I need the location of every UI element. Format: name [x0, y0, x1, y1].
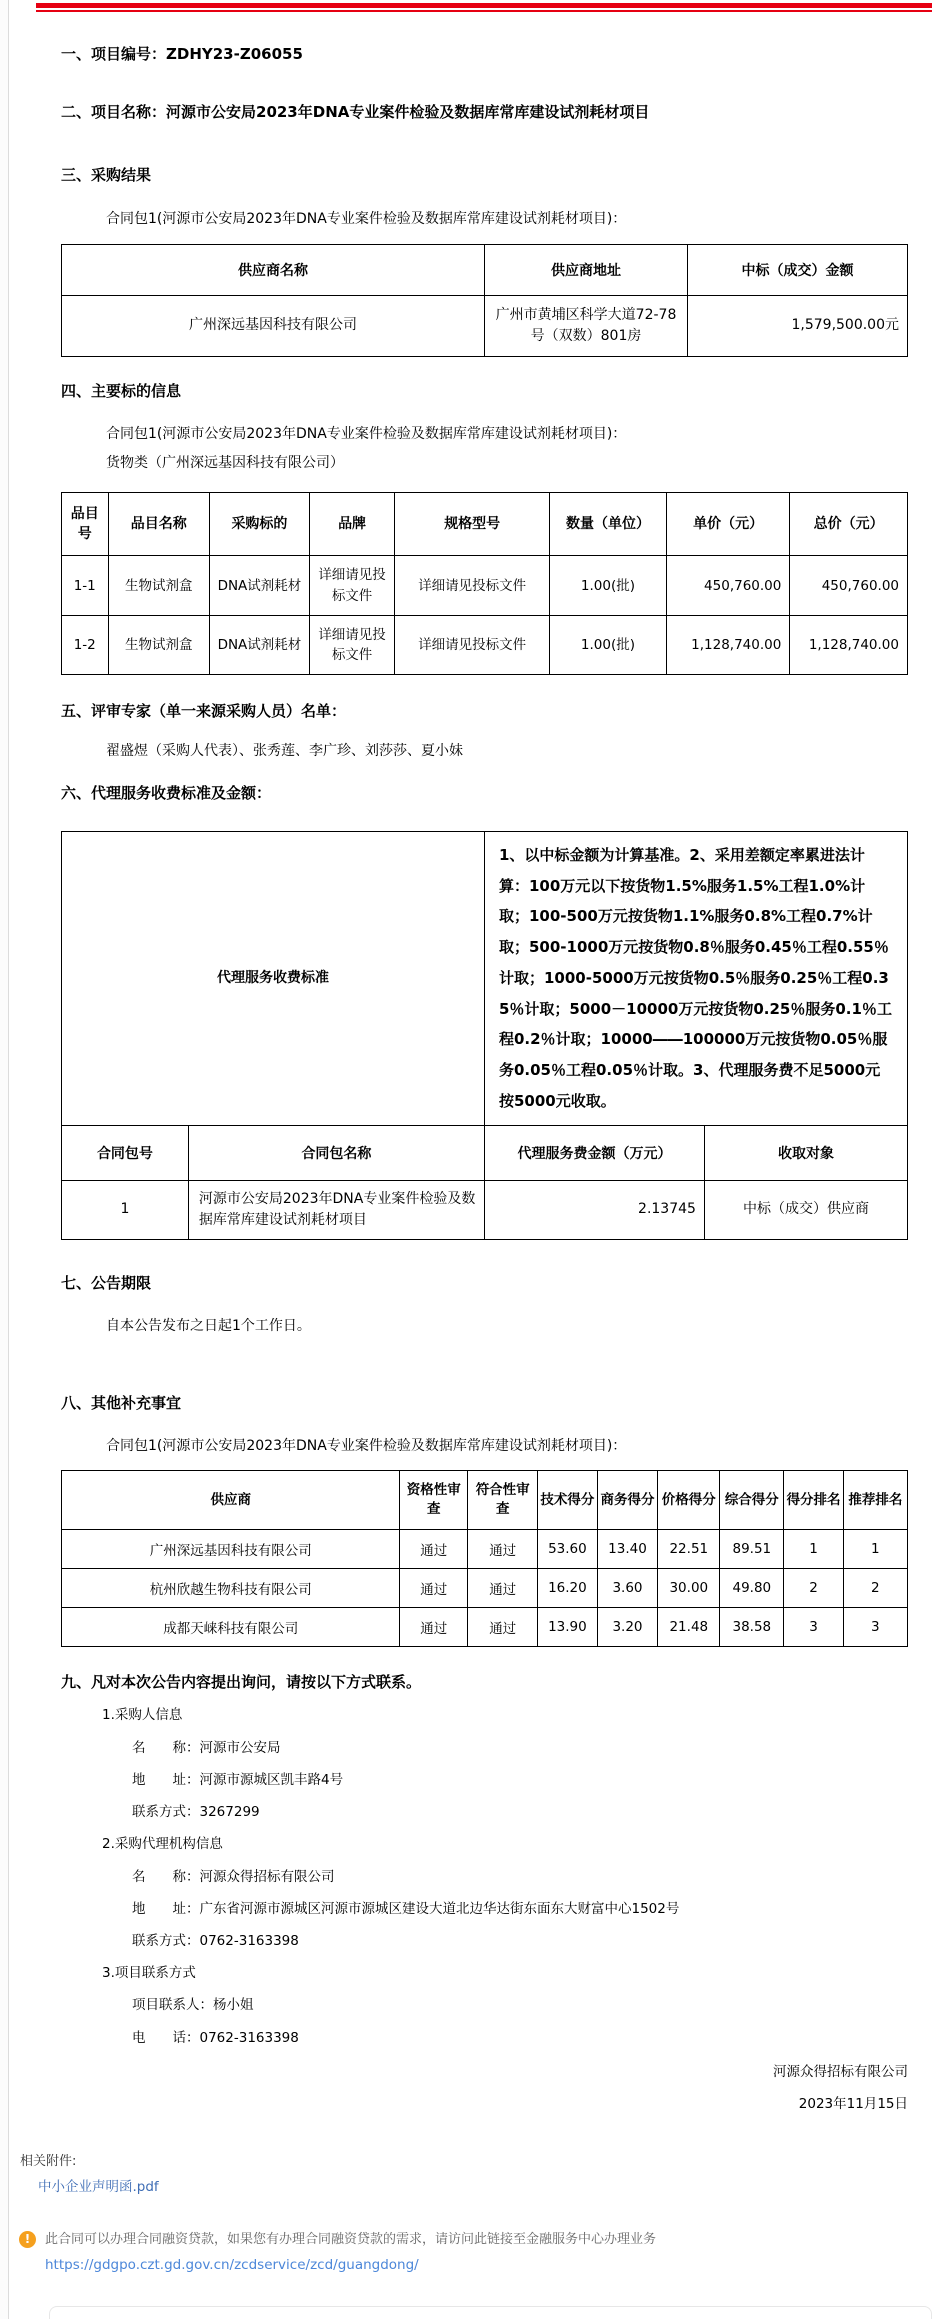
item-no-cell: 1-1 [62, 556, 109, 616]
project-person-label: 项目联系人： [132, 1997, 213, 2014]
overall-score-cell: 49.80 [720, 1568, 784, 1607]
item-name-cell: 生物试剂盒 [108, 556, 210, 616]
fee-payer-cell: 中标（成交）供应商 [704, 1180, 907, 1239]
fee-amount-cell: 2.13745 [484, 1180, 704, 1239]
spec-model-cell: 详细请见投标文件 [395, 556, 550, 616]
supplier-cell: 成都天崃科技有限公司 [62, 1607, 400, 1646]
project-person-value: 杨小姐 [213, 1997, 254, 2014]
business-score-cell: 13.40 [597, 1529, 658, 1568]
attachment-pdf-link[interactable]: 中小企业声明函.pdf [38, 2179, 159, 2196]
technical-score-cell: 16.20 [538, 1568, 597, 1607]
item-name-cell: 生物试剂盒 [108, 615, 210, 675]
quantity-cell: 1.00(批) [550, 615, 667, 675]
header-price-score: 价格得分 [658, 1471, 720, 1530]
header-subject: 采购标的 [210, 492, 310, 556]
agency-name-line [132, 1868, 908, 1886]
agency-address-value: 广东省河源市源城区河源市源城区建设大道北边华达街东面东大财富中心1502号 [199, 1900, 680, 1917]
supplier-evaluation-table [61, 1470, 908, 1647]
attachments-block [9, 2150, 932, 2195]
brand-cell: 详细请见投标文件 [309, 615, 394, 675]
table-row [62, 1568, 908, 1607]
header-unit-price: 单价（元） [666, 492, 790, 556]
score-rank-cell: 1 [784, 1529, 843, 1568]
section-4-heading: 四、主要标的信息 [61, 381, 182, 400]
finance-notice-text: 此合同可以办理合同融资贷款，如果您有办理合同融资贷款的需求，请访问此链接至金融服务中心办理业务 [45, 2232, 657, 2248]
table-row [62, 1607, 908, 1646]
purchaser-name-value: 河源市公安局 [199, 1739, 281, 1756]
document-body [9, 45, 932, 2113]
project-contact-title: 3.项目联系方式 [102, 1965, 196, 1982]
table-row [62, 1529, 908, 1568]
section-3-heading: 三、采购结果 [61, 166, 152, 184]
project-person-line [132, 1996, 908, 2014]
expert-name-list: 翟盛煜（采购人代表）、张秀莲、李广珍、刘莎莎、夏小妹 [106, 742, 463, 759]
purchaser-address-value: 河源市源城区凯丰路4号 [199, 1771, 344, 1788]
announcement-period-text: 自本公告发布之日起1个工作日。 [106, 1318, 311, 1335]
unit-price-cell: 450,760.00 [666, 556, 790, 616]
finance-notice-block [9, 2231, 932, 2273]
signoff-company: 河源众得招标有限公司 [773, 2063, 908, 2080]
business-score-cell: 3.20 [597, 1607, 658, 1646]
recommend-rank-cell: 1 [843, 1529, 907, 1568]
fee-standard-text-cell: 1、以中标金额为计算基准。2、采用差额定率累进法计算：100万元以下按货物1.5%服务1.5%工程1.0%计取；100-500万元按货物1.1%服务0.8%工程0.7%计取；500-1000万元按货物0.8％服务0.45％工程0.55％计取；1000-5000万元按货物0.5％服务0.25％工程0.35％计取；5000－10000万元按货物0.25％服务0.1％工程0.2％计取；10000――100000万元按货物0.05％服务0.05％工程0.05％计取。3、代理服务费不足5000元按5000元收取。 [484, 831, 907, 1125]
announcement-page [8, 0, 932, 2319]
finance-service-link[interactable]: https://gdgpo.czt.gd.gov.cn/zcdservice/zcd/guangdong/ [45, 2257, 419, 2274]
recommend-rank-cell: 3 [843, 1607, 907, 1646]
header-brand: 品牌 [309, 492, 394, 556]
header-supplier-name: 供应商名称 [62, 244, 485, 295]
header-business-score: 商务得分 [597, 1471, 658, 1530]
table-header-row [62, 492, 908, 556]
conformity-cell: 通过 [468, 1568, 538, 1607]
purchaser-address-line [132, 1771, 908, 1789]
agency-contact-value: 0762-3163398 [199, 1932, 299, 1949]
purchaser-contact-label: 联系方式： [132, 1804, 200, 1821]
project-phone-value: 0762-3163398 [199, 2029, 299, 2046]
top-red-rule [36, 3, 932, 12]
conformity-cell: 通过 [468, 1529, 538, 1568]
price-score-cell: 21.48 [658, 1607, 720, 1646]
section-8-heading: 八、其他补充事宜 [61, 1394, 182, 1413]
next-card-top-edge [49, 2306, 932, 2319]
technical-score-cell: 53.60 [538, 1529, 597, 1568]
finance-notice-row [19, 2231, 932, 2249]
subject-cell: DNA试剂耗材 [210, 615, 310, 675]
header-package-name: 合同包名称 [188, 1125, 484, 1180]
procurement-result-table [61, 244, 908, 357]
purchaser-name-label: 名 称： [132, 1739, 200, 1756]
project-phone-label: 电 话： [132, 2029, 200, 2046]
qualification-cell: 通过 [400, 1529, 468, 1568]
agency-address-line [132, 1900, 908, 1918]
section-5-heading: 五、评审专家（单一来源采购人员）名单： [61, 702, 347, 721]
header-total-price: 总价（元） [790, 492, 908, 556]
overall-score-cell: 38.58 [720, 1607, 784, 1646]
brand-cell: 详细请见投标文件 [309, 556, 394, 616]
award-amount-cell: 1,579,500.00元 [688, 295, 908, 356]
section-3-package-line: 合同包1(河源市公安局2023年DNA专业案件检验及数据库常库建设试剂耗材项目)： [106, 210, 627, 227]
header-overall-score: 综合得分 [720, 1471, 784, 1530]
header-fee-amount: 代理服务费金额（万元） [484, 1125, 704, 1180]
header-item-name: 品目名称 [108, 492, 210, 556]
red-rule-thin [36, 10, 932, 12]
technical-score-cell: 13.90 [538, 1607, 597, 1646]
qualification-cell: 通过 [400, 1607, 468, 1646]
header-conformity-review: 符合性审查 [468, 1471, 538, 1530]
agency-contact-line [132, 1932, 908, 1950]
package-name-cell: 河源市公安局2023年DNA专业案件检验及数据库常库建设试剂耗材项目 [188, 1180, 484, 1239]
section-2-heading: 二、项目名称：河源市公安局2023年DNA专业案件检验及数据库常库建设试剂耗材项目 [61, 102, 650, 121]
table-header-row [62, 244, 908, 295]
header-recommend-rank: 推荐排名 [843, 1471, 907, 1530]
score-rank-cell: 3 [784, 1607, 843, 1646]
signoff-date: 2023年11月15日 [798, 2096, 908, 2113]
supplier-name-cell: 广州深远基因科技有限公司 [62, 295, 485, 356]
purchaser-address-label: 地 址： [132, 1771, 200, 1788]
qualification-cell: 通过 [400, 1568, 468, 1607]
header-award-amount: 中标（成交）金额 [688, 244, 908, 295]
attachments-label: 相关附件: [20, 2154, 77, 2170]
agency-name-value: 河源众得招标有限公司 [199, 1868, 335, 1885]
fee-standard-row [62, 831, 908, 1125]
unit-price-cell: 1,128,740.00 [666, 615, 790, 675]
agency-name-label: 名 称： [132, 1868, 200, 1885]
section-4-category-line: 货物类（广州深远基因科技有限公司） [106, 454, 344, 471]
supplier-address-cell: 广州市黄埔区科学大道72-78号（双数）801房 [485, 295, 688, 356]
business-score-cell: 3.60 [597, 1568, 658, 1607]
purchaser-contact-value: 3267299 [199, 1804, 260, 1821]
spec-model-cell: 详细请见投标文件 [395, 615, 550, 675]
warning-icon: ! [19, 2231, 36, 2248]
table-row [62, 615, 908, 675]
fee-standard-label-cell: 代理服务收费标准 [62, 831, 485, 1125]
supplier-cell: 广州深远基因科技有限公司 [62, 1529, 400, 1568]
table-row [62, 1180, 908, 1239]
total-price-cell: 450,760.00 [790, 556, 908, 616]
header-qualification-review: 资格性审查 [400, 1471, 468, 1530]
purchaser-name-line [132, 1739, 908, 1757]
header-fee-payer: 收取对象 [704, 1125, 907, 1180]
project-phone-line [132, 2029, 908, 2047]
score-rank-cell: 2 [784, 1568, 843, 1607]
item-no-cell: 1-2 [62, 615, 109, 675]
agency-contact-label: 联系方式： [132, 1932, 200, 1949]
table-header-row [62, 1471, 908, 1530]
goods-detail-table [61, 492, 908, 676]
header-item-no: 品目号 [62, 492, 109, 556]
overall-score-cell: 89.51 [720, 1529, 784, 1568]
section-6-heading: 六、代理服务收费标准及金额： [61, 784, 272, 803]
subject-cell: DNA试剂耗材 [210, 556, 310, 616]
table-row [62, 295, 908, 356]
price-score-cell: 30.00 [658, 1568, 720, 1607]
conformity-cell: 通过 [468, 1607, 538, 1646]
header-package-no: 合同包号 [62, 1125, 189, 1180]
section-4-package-line: 合同包1(河源市公安局2023年DNA专业案件检验及数据库常库建设试剂耗材项目)： [106, 426, 627, 443]
supplier-cell: 杭州欣越生物科技有限公司 [62, 1568, 400, 1607]
section-7-heading: 七、公告期限 [61, 1273, 152, 1292]
table-row [62, 556, 908, 616]
agency-fee-table [61, 831, 908, 1240]
header-supplier: 供应商 [62, 1471, 400, 1530]
purchaser-contact-line [132, 1803, 908, 1821]
total-price-cell: 1,128,740.00 [790, 615, 908, 675]
header-quantity: 数量（单位） [550, 492, 667, 556]
quantity-cell: 1.00(批) [550, 556, 667, 616]
agency-info-title: 2.采购代理机构信息 [102, 1836, 223, 1853]
recommend-rank-cell: 2 [843, 1568, 907, 1607]
section-1-heading: 一、项目编号：ZDHY23-Z06055 [61, 45, 303, 63]
header-score-rank: 得分排名 [784, 1471, 843, 1530]
header-spec-model: 规格型号 [395, 492, 550, 556]
red-rule-thick [36, 3, 932, 8]
price-score-cell: 22.51 [658, 1529, 720, 1568]
section-8-package-line: 合同包1(河源市公安局2023年DNA专业案件检验及数据库常库建设试剂耗材项目)： [106, 1437, 627, 1454]
package-no-cell: 1 [62, 1180, 189, 1239]
table-header-row [62, 1125, 908, 1180]
purchaser-info-title: 1.采购人信息 [102, 1707, 183, 1724]
header-supplier-address: 供应商地址 [485, 244, 688, 295]
header-technical-score: 技术得分 [538, 1471, 597, 1530]
agency-address-label: 地 址： [132, 1900, 200, 1917]
section-9-heading: 九、凡对本次公告内容提出询问，请按以下方式联系。 [61, 1672, 422, 1691]
